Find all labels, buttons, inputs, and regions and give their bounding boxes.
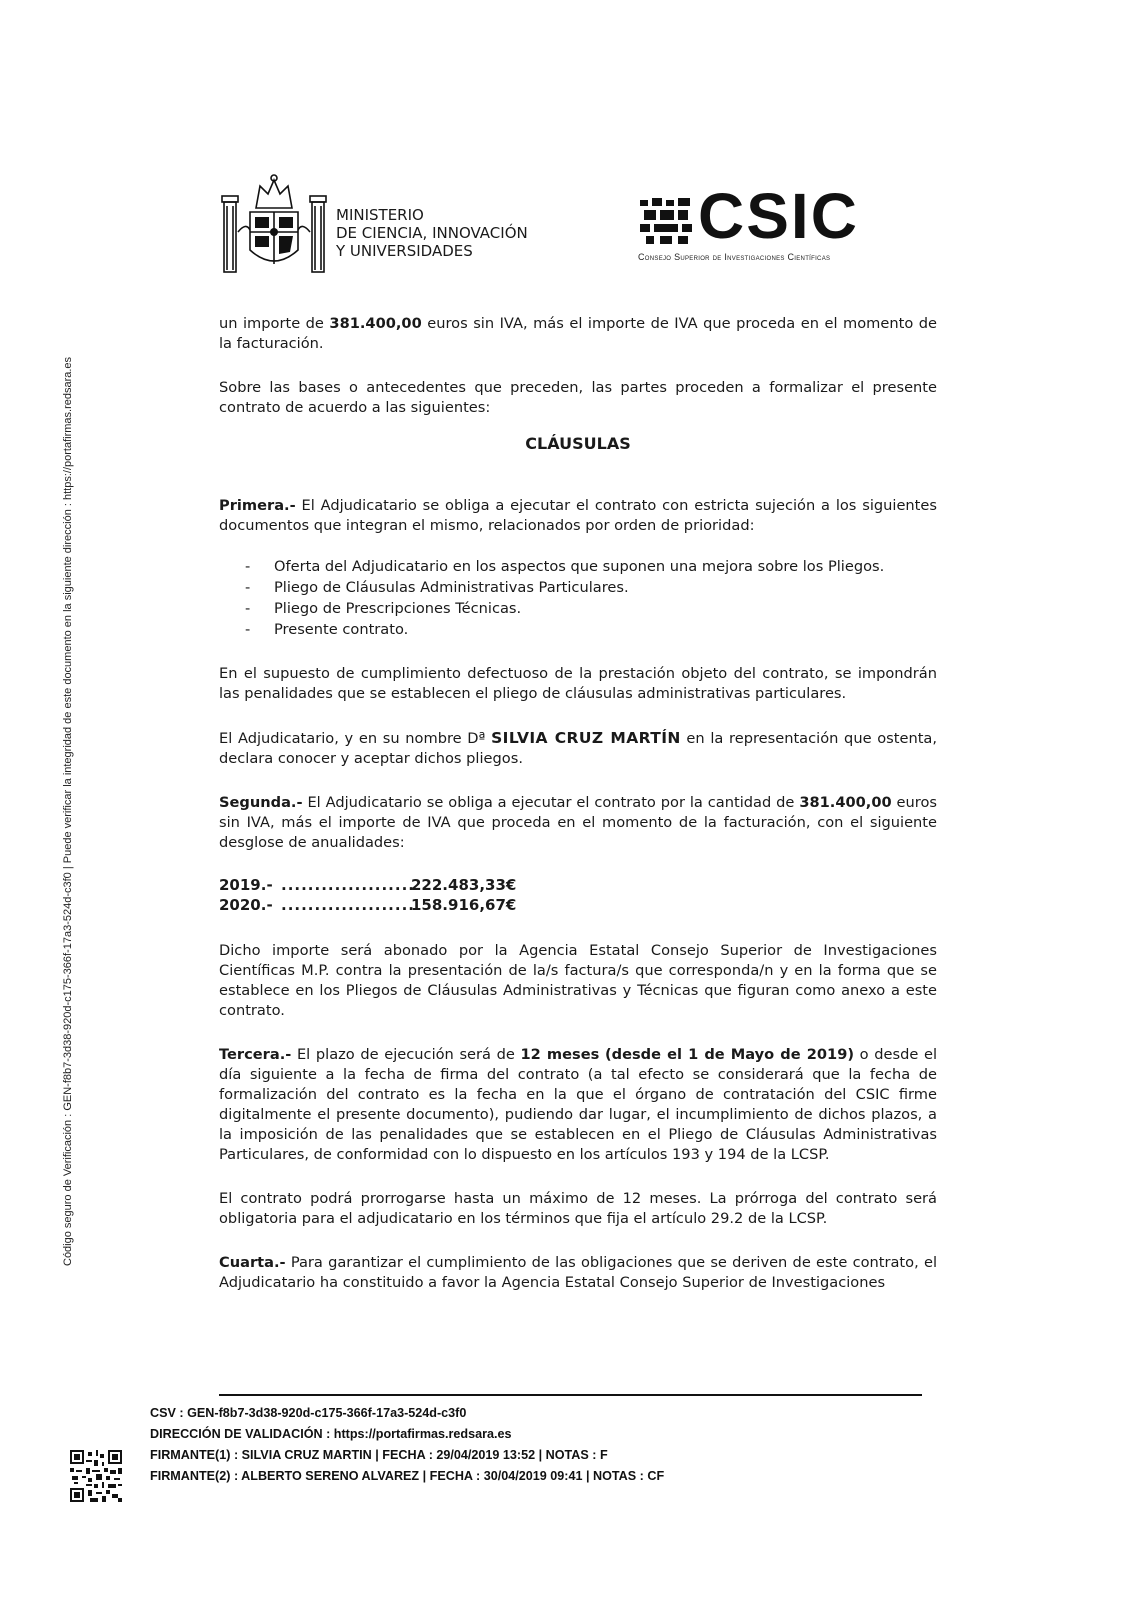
bases-paragraph: Sobre las bases o antecedentes que preceden, las partes proceden a formalizar el presente contrato de acuerdo a las siguientes:	[219, 379, 937, 416]
amount-cell: 222.483,33€	[411, 876, 517, 894]
amount-value: 381.400,00	[799, 794, 892, 811]
representative-name: SILVIA CRUZ MARTÍN	[491, 729, 681, 747]
signer-1: FIRMANTE(1) : SILVIA CRUZ MARTIN | FECHA : 29/04/2019 13:52 | NOTAS : F	[150, 1448, 608, 1462]
clause-label: Segunda.-	[219, 794, 303, 811]
text-span: euros sin IVA, más el importe de IVA que proceda en el momento de la facturación.	[219, 315, 937, 352]
defective-paragraph: En el supuesto de cumplimiento defectuoso de la prestación objeto del contrato, se impondrán las penalidades que se establecen el pliego de cláusulas administrativas particulares.	[219, 665, 937, 702]
year-cell: 2019.-	[219, 876, 273, 894]
clause-tercera	[219, 1045, 937, 1165]
clause-label: Tercera.-	[219, 1046, 292, 1063]
dots-leader: ....................	[281, 876, 415, 894]
document-header	[220, 170, 920, 280]
amount-value: 381.400,00	[329, 315, 422, 332]
ministry-name	[336, 206, 528, 260]
clause-segunda	[219, 793, 937, 853]
start-date-value: (desde el 1 de Mayo de 2019)	[604, 1046, 855, 1063]
ministry-line: MINISTERIO	[336, 206, 424, 224]
annuities-table	[219, 875, 937, 915]
text-span: El plazo de ejecución será de	[291, 1046, 521, 1063]
text-span: Para garantizar el cumplimiento de las obligaciones que se deriven de este contrato, el Adjudicatario ha constituido a favor la Agencia Estatal Consejo Superior de Investigaciones	[219, 1254, 937, 1291]
csic-logo: CSIC	[698, 180, 859, 252]
table-row	[219, 895, 937, 915]
list-item: - Pliego de Prescripciones Técnicas.	[219, 598, 937, 619]
verification-side-note: Código seguro de Verificación : GEN-f8b7-3d38-920d-c175-366f-17a3-524d-c3f0 | Puede verificar la integridad de este documento en la siguiente dirección : https://portafirmas.redsara.es	[62, 356, 74, 1266]
clause-primera	[219, 496, 937, 536]
csv-code: CSV : GEN-f8b7-3d38-920d-c175-366f-17a3-524d-c3f0	[150, 1406, 467, 1420]
contract-body	[219, 314, 937, 1317]
table-row	[219, 875, 937, 895]
text-span: El Adjudicatario, y en su nombre Dª	[219, 730, 492, 747]
footer-divider	[219, 1394, 922, 1396]
text-span: o desde el día siguiente a la fecha de firma del contrato (a tal efecto se considerará que la fecha de formalización del contrato es la fecha en la que el órgano de contratación del CSIC firme digitalmente el presente documento), pudiendo dar lugar, el incumplimiento de dichos plazos, a la imposición de las penalidades que se establecen en el Pliego de Cláusulas Administrativas Particulares, de conformidad con lo dispuesto en los artículos 193 y 194 de la LCSP.	[219, 1046, 938, 1163]
text-span: El Adjudicatario se obliga a ejecutar el contrato por la cantidad de	[302, 794, 800, 811]
clauses-title: CLÁUSULAS	[525, 434, 631, 453]
list-item: - Oferta del Adjudicatario en los aspectos que suponen una mejora sobre los Pliegos.	[219, 556, 937, 577]
list-item: - Pliego de Cláusulas Administrativas Particulares.	[219, 577, 937, 598]
dots-leader: ....................	[281, 896, 415, 914]
text-span: en la representación que ostenta, declara conocer y aceptar dichos pliegos.	[219, 730, 938, 767]
text-span: El Adjudicatario se obliga a ejecutar el contrato con estricta sujeción a los siguientes documentos que integran el mismo, relacionados por orden de prioridad:	[219, 497, 937, 534]
duration-value: 12 meses	[520, 1046, 600, 1063]
csic-emblem-icon	[638, 196, 696, 248]
signer-2: FIRMANTE(2) : ALBERTO SERENO ALVAREZ | FECHA : 30/04/2019 09:41 | NOTAS : CF	[150, 1469, 665, 1483]
ministry-line: DE CIENCIA, INNOVACIÓN	[336, 224, 528, 242]
coat-of-arms-icon	[220, 172, 328, 278]
signature-footer	[150, 1403, 664, 1487]
clause-label: Primera.-	[219, 497, 296, 514]
csic-subtitle: Consejo Superior de Investigaciones Científicas	[638, 252, 831, 262]
amount-paragraph	[219, 314, 937, 354]
clause-cuarta	[219, 1253, 937, 1293]
qr-code-icon	[70, 1450, 122, 1502]
extension-paragraph: El contrato podrá prorrogarse hasta un máximo de 12 meses. La prórroga del contrato será obligatoria para el adjudicatario en los términos que fija el artículo 29.2 de la LCSP.	[219, 1190, 937, 1227]
validation-address: DIRECCIÓN DE VALIDACIÓN : https://portafirmas.redsara.es	[150, 1427, 512, 1441]
amount-cell: 158.916,67€	[411, 896, 517, 914]
text-span: un importe de	[219, 315, 330, 332]
list-item: - Presente contrato.	[219, 619, 937, 640]
text-span: euros sin IVA, más el importe de IVA que proceda en el momento de la facturación, con el siguiente desglose de anualidades:	[219, 794, 937, 851]
documents-list	[219, 556, 937, 640]
representative-paragraph	[219, 728, 937, 769]
payment-paragraph: Dicho importe será abonado por la Agencia Estatal Consejo Superior de Investigaciones Científicas M.P. contra la presentación de la/s factura/s que corresponda/n y en la forma que se establece en los Pliegos de Cláusulas Administrativas y Técnicas que figuran como anexo a este contrato.	[219, 942, 937, 1019]
ministry-line: Y UNIVERSIDADES	[336, 242, 473, 260]
clause-label: Cuarta.-	[219, 1254, 286, 1271]
year-cell: 2020.-	[219, 896, 273, 914]
